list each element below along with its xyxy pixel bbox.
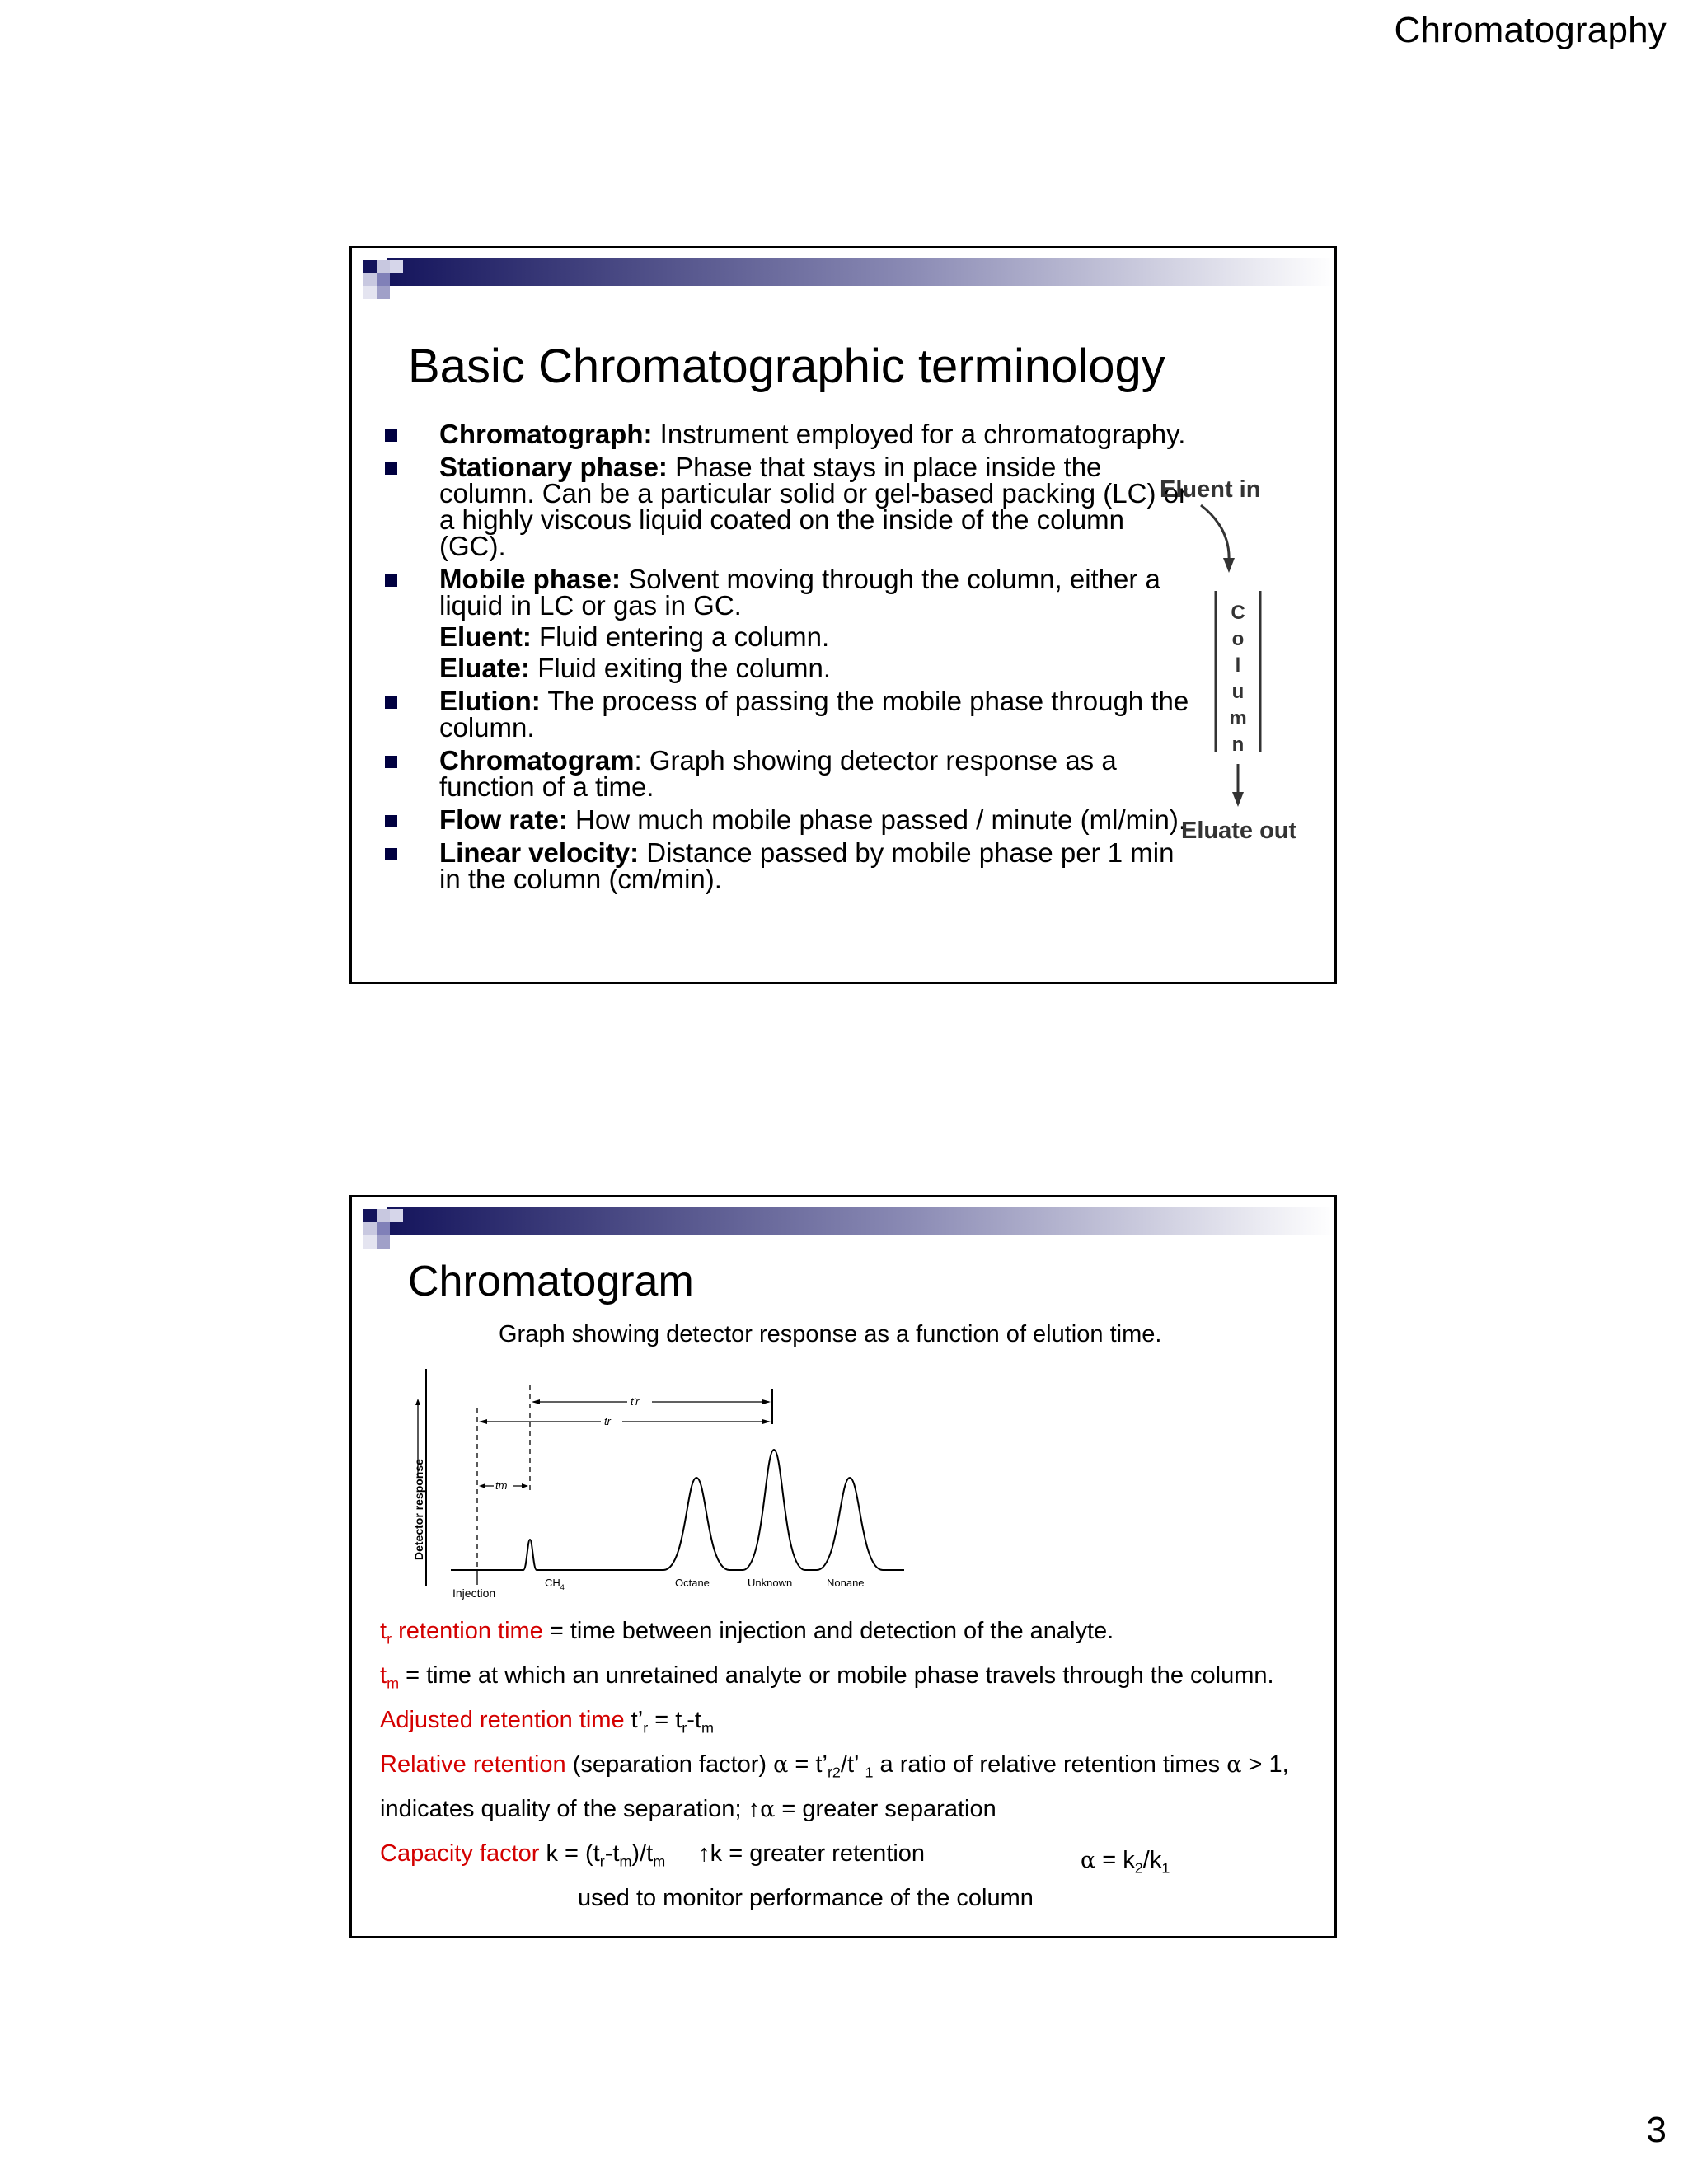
title-bar-decoration xyxy=(352,248,1337,314)
column-letter: l xyxy=(1235,654,1241,677)
slide-subtitle: Graph showing detector response as a function of elution time. xyxy=(499,1321,1162,1347)
arrow-head-icon xyxy=(532,1399,540,1404)
column-letter: C xyxy=(1231,602,1245,624)
arrow-head-icon xyxy=(762,1399,771,1404)
arrow-head-icon xyxy=(479,1419,487,1424)
definition-tm: $t_m$ = time at which an unretained analyte or mobile phase travels through the column. xyxy=(380,1662,1274,1692)
arrow-head-icon xyxy=(762,1419,771,1424)
slide-chromatogram xyxy=(349,1195,1337,1938)
tr-prime-label: t′r xyxy=(631,1395,640,1408)
alpha-symbol: α xyxy=(760,1797,776,1822)
eluent-in-label: Eluent in xyxy=(1160,476,1261,503)
definition-retention-time: $t_r$ retention time = time between injection and detection of the analyte. xyxy=(380,1618,1114,1647)
list-item: Eluate: Fluid exiting the column. xyxy=(439,653,832,683)
arrow-head-icon xyxy=(415,1399,420,1405)
list-item: Flow rate: How much mobile phase passed / minute (ml/min). xyxy=(383,807,1191,833)
square-bullet-icon xyxy=(385,848,397,860)
peak-label-ch4: $CH_4$ xyxy=(545,1577,565,1591)
column-letter: n xyxy=(1231,733,1245,756)
square-bullet-icon xyxy=(385,756,397,768)
title-bar-decoration xyxy=(352,1197,1337,1263)
slide-title: Basic Chromatographic terminology xyxy=(408,340,1165,393)
tr-label: tr xyxy=(604,1415,611,1427)
square-bullet-icon xyxy=(385,462,397,475)
alpha-symbol: α xyxy=(1081,1848,1096,1873)
square-bullet-icon xyxy=(385,815,397,827)
arrow-head-icon xyxy=(479,1483,485,1488)
list-item: Elution: The process of passing the mobile phase through the column. xyxy=(383,688,1191,741)
square-bullet-icon xyxy=(385,429,397,442)
alpha-symbol: α xyxy=(1226,1752,1242,1778)
eluate-out-label: Eluate out xyxy=(1181,818,1297,844)
list-item: Stationary phase: Phase that stays in place inside the column. Can be a particular solid or gel-based packing (LC) or a highly viscous liquid coated on the inside of the column (GC). xyxy=(383,454,1191,560)
chromatogram-trace xyxy=(451,1450,904,1570)
square-bullet-icon xyxy=(385,696,397,709)
chromatogram-figure xyxy=(401,1362,995,1601)
peak-label-unknown: Unknown xyxy=(748,1577,793,1589)
definition-separation-quality: indicates quality of the separation; ↑α = greater separation xyxy=(380,1796,996,1822)
definition-relative-retention: Relative retention (separation factor) $\alpha = t’_{r2}/t$’ $_1$ a ratio of relative retention times α > 1, xyxy=(380,1751,1289,1781)
page-header: Chromatography xyxy=(1394,10,1667,50)
definition-column-performance: used to monitor performance of the column xyxy=(578,1885,1034,1911)
peak-label-nonane: Nonane xyxy=(827,1577,865,1589)
up-arrow-icon: ↑ xyxy=(748,1796,761,1822)
list-item: Linear velocity: Distance passed by mobile phase per 1 min in the column (cm/min). xyxy=(383,840,1191,893)
curved-arrow-icon xyxy=(1201,505,1229,561)
arrow-head-icon xyxy=(522,1483,528,1488)
list-item: Chromatograph: Instrument employed for a chromatography. xyxy=(383,421,1191,448)
up-arrow-icon: ↑ xyxy=(698,1840,710,1867)
page-number: 3 xyxy=(1646,2110,1667,2150)
column-letter: o xyxy=(1231,628,1245,650)
terminology-list xyxy=(383,421,1191,899)
down-arrow-head-icon xyxy=(1232,792,1244,807)
list-item: Mobile phase: Solvent moving through the column, either a liquid in LC or gas in GC. xyxy=(383,566,1191,619)
definition-capacity-factor: Capacity factor $k = (t_r-t_m)/t_m$ ↑k = greater retention xyxy=(380,1840,926,1870)
slide-title: Chromatogram xyxy=(408,1258,694,1305)
slide-terminology xyxy=(349,246,1337,984)
column-diagram xyxy=(1160,454,1333,850)
list-item: Chromatogram: Graph showing detector response as a function of a time. xyxy=(383,748,1191,800)
alpha-symbol: α xyxy=(773,1752,789,1778)
column-letter: u xyxy=(1231,681,1245,703)
tm-label: tm xyxy=(495,1479,508,1492)
arrow-head-icon xyxy=(1223,558,1235,573)
list-item: Eluent: Fluid entering a column. xyxy=(439,621,830,652)
definition-alpha-ratio: $\alpha = k_2/k_1$ xyxy=(1081,1847,1170,1877)
square-bullet-icon xyxy=(385,574,397,587)
peak-label-octane: Octane xyxy=(675,1577,710,1589)
y-axis-label: Detector response xyxy=(412,1459,425,1560)
injection-label: Injection xyxy=(452,1586,496,1600)
column-letter: m xyxy=(1229,707,1247,729)
definition-adjusted-retention: Adjusted retention time $t’_r = t_r-t_m$ xyxy=(380,1707,714,1736)
